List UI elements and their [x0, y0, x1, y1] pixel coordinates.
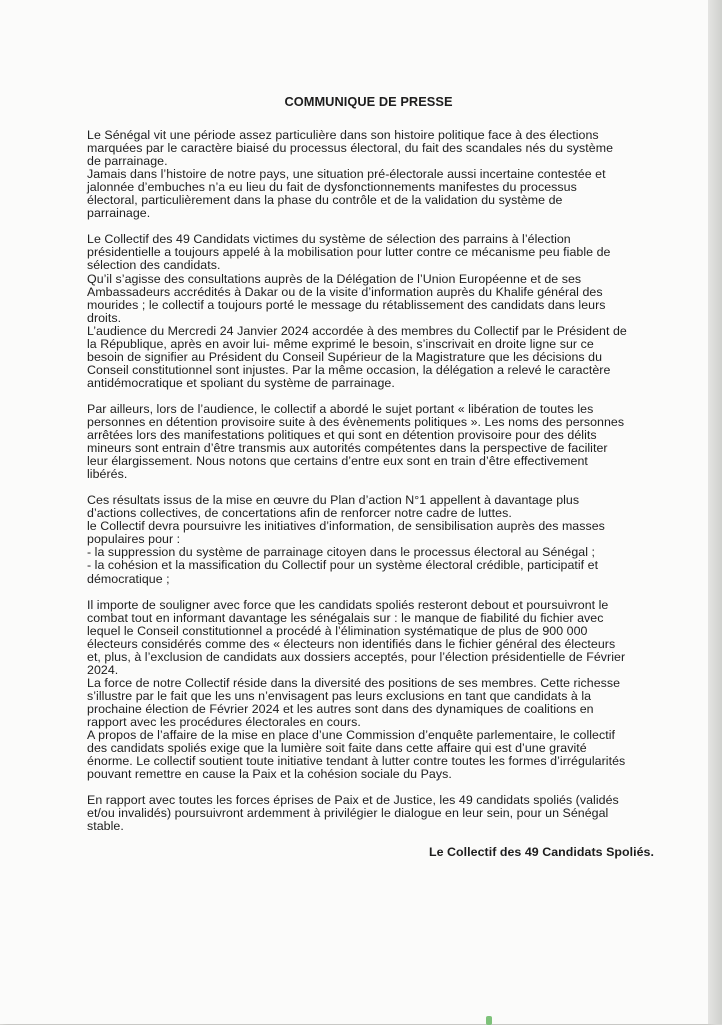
text-line: Par ailleurs, lors de l’audience, le collectif a abordé le sujet portant « libération de toutes les [87, 401, 594, 416]
text-line: prochaine élection de Février 2024 et les autres sont dans des dynamiques de coalitions en [87, 701, 594, 716]
text-line: antidémocratique et spoliant du système de parrainage. [87, 375, 395, 390]
text-line: mourides ; le collectif a toujours porté le message du rétablissement des candidats dans leurs [87, 297, 606, 312]
text-line: Jamais dans l’histoire de notre pays, une situation pré-électorale aussi incertaine contestée et [87, 167, 606, 182]
list-item: - la suppression du système de parrainage citoyen dans le processus électoral au Sénégal ; [87, 545, 595, 560]
text-line: présidentielle a toujours appelé à la mobilisation pour lutter contre ce mécanisme peu fiable de [87, 245, 611, 260]
text-line: populaires pour : [87, 532, 181, 547]
text-line: marquées par le caractère biaisé du processus électoral, du fait des scandales nés du système [87, 141, 614, 156]
text-line: démocratique ; [87, 571, 170, 586]
text-line: jalonnée d’embuches n’a eu lieu du fait de dysfonctionnements manifestes du processus [87, 180, 577, 195]
text-line: électeurs considérés comme des « électeurs non identifiés dans le fichier général des électeurs [87, 636, 616, 651]
text-line: En rapport avec toutes les forces éprises de Paix et de Justice, les 49 candidats spoliés (validés [87, 793, 619, 808]
paragraph-souligner [87, 599, 642, 782]
text-line: Le Sénégal vit une période assez particulière dans son histoire politique face à des élections [87, 128, 599, 143]
text-line: Le Collectif des 49 Candidats victimes du système de sélection des parrains à l’élection [87, 232, 571, 247]
text-line: d’actions collectives, de concertations afin de renforcer notre cadre de luttes. [87, 506, 512, 521]
document-title: COMMUNIQUE DE PRESSE [284, 94, 453, 109]
text-line: arrêtées lors des manifestations politiques et qui sont en détention provisoire pour des délits [87, 428, 597, 443]
text-line: L’audience du Mercredi 24 Janvier 2024 accordée à des membres du Collectif par le Président de [87, 323, 627, 338]
text-line: Ambassadeurs accrédités à Dakar ou de la visite d’information auprès du Khalife général des [87, 284, 603, 299]
text-line: Ces résultats issus de la mise en œuvre du Plan d’action N°1 appellent à davantage plus [87, 493, 580, 508]
text-line: 2024. [87, 662, 119, 677]
text-line: et, plus, à l’exclusion de candidats aux dossiers acceptés, pour l’élection présidentielle de Février [87, 649, 626, 664]
text-line: sélection des candidats. [87, 258, 221, 273]
text-line: et/ou invalidés) poursuivront ardemment à privilégier le dialogue en leur sein, pour un Sénégal [87, 806, 609, 821]
text-line: la République, après en avoir lui- même exprimé le besoin, s’inscrivait en droite ligne sur ce [87, 336, 594, 351]
text-line: Conseil constitutionnel sont injustes. Par la même occasion, la délégation a relevé le caractère [87, 362, 611, 377]
paragraph-plan-action [87, 494, 642, 585]
paragraph-collectif [87, 233, 642, 390]
text-line: de parrainage. [87, 154, 168, 169]
text-line: combat tout en informant davantage les sénégalais sur : le manque de fiabilité du fichier avec [87, 610, 604, 625]
text-line: s’illustre par le fait que les uns n’envisagent pas leurs exclusions en tant que candidats à la [87, 688, 592, 703]
text-line: énorme. Le collectif soutient toute initiative tendant à lutter contre toutes les formes d’irrégularités [87, 754, 626, 769]
text-line: libérés. [87, 467, 128, 482]
text-line: parrainage. [87, 206, 151, 221]
text-line: personnes en détention provisoire suite à des évènements politiques ». Les noms des personnes [87, 414, 625, 429]
paragraph-audience [87, 403, 642, 481]
list-item: - la cohésion et la massification du Collectif pour un système électoral crédible, participatif et [87, 558, 599, 573]
text-line: pouvant remettre en cause la Paix et la cohésion sociale du Pays. [87, 767, 452, 782]
text-line: droits. [87, 310, 122, 325]
text-line: rapport avec les procédures électorales en cours. [87, 714, 361, 729]
page-edge [708, 0, 722, 1024]
paragraph-intro [87, 129, 642, 220]
signature: Le Collectif des 49 Candidats Spoliés. [429, 845, 654, 860]
text-line: le Collectif devra poursuivre les initiatives d’information, de sensibilisation auprès des masses [87, 519, 605, 534]
paragraph-conclusion [87, 794, 642, 833]
text-line: A propos de l’affaire de la mise en place d’une Commission d’enquête parlementaire, le collectif [87, 728, 616, 743]
text-line: Il importe de souligner avec force que les candidats spoliés resteront debout et poursuivront le [87, 597, 609, 612]
text-line: électoral, particulièrement dans la phase du contrôle et de la validation du système de [87, 193, 563, 208]
text-line: leur élargissement. Nous notons que certains d’entre eux sont en train d’être effectivement [87, 454, 588, 469]
document-body [87, 94, 654, 860]
text-line: La force de notre Collectif réside dans la diversité des positions de ses membres. Cette richesse [87, 675, 621, 690]
text-line: besoin de signifier au Président du Conseil Supérieur de la Magistrature que les décisions du [87, 349, 603, 364]
text-line: stable. [87, 819, 124, 834]
text-line: Qu’il s’agisse des consultations auprès de la Délégation de l’Union Européenne et de ses [87, 271, 582, 286]
text-line: mineurs sont entrain d’être transmis aux autorités compétentes dans la perspective de faciliter [87, 441, 608, 456]
text-line: lequel le Conseil constitutionnel a procédé à l’élimination systématique de plus de 900 000 [87, 623, 588, 638]
text-line: des candidats spoliés exige que la lumière soit faite dans cette affaire qui est d’une gravité [87, 741, 587, 756]
